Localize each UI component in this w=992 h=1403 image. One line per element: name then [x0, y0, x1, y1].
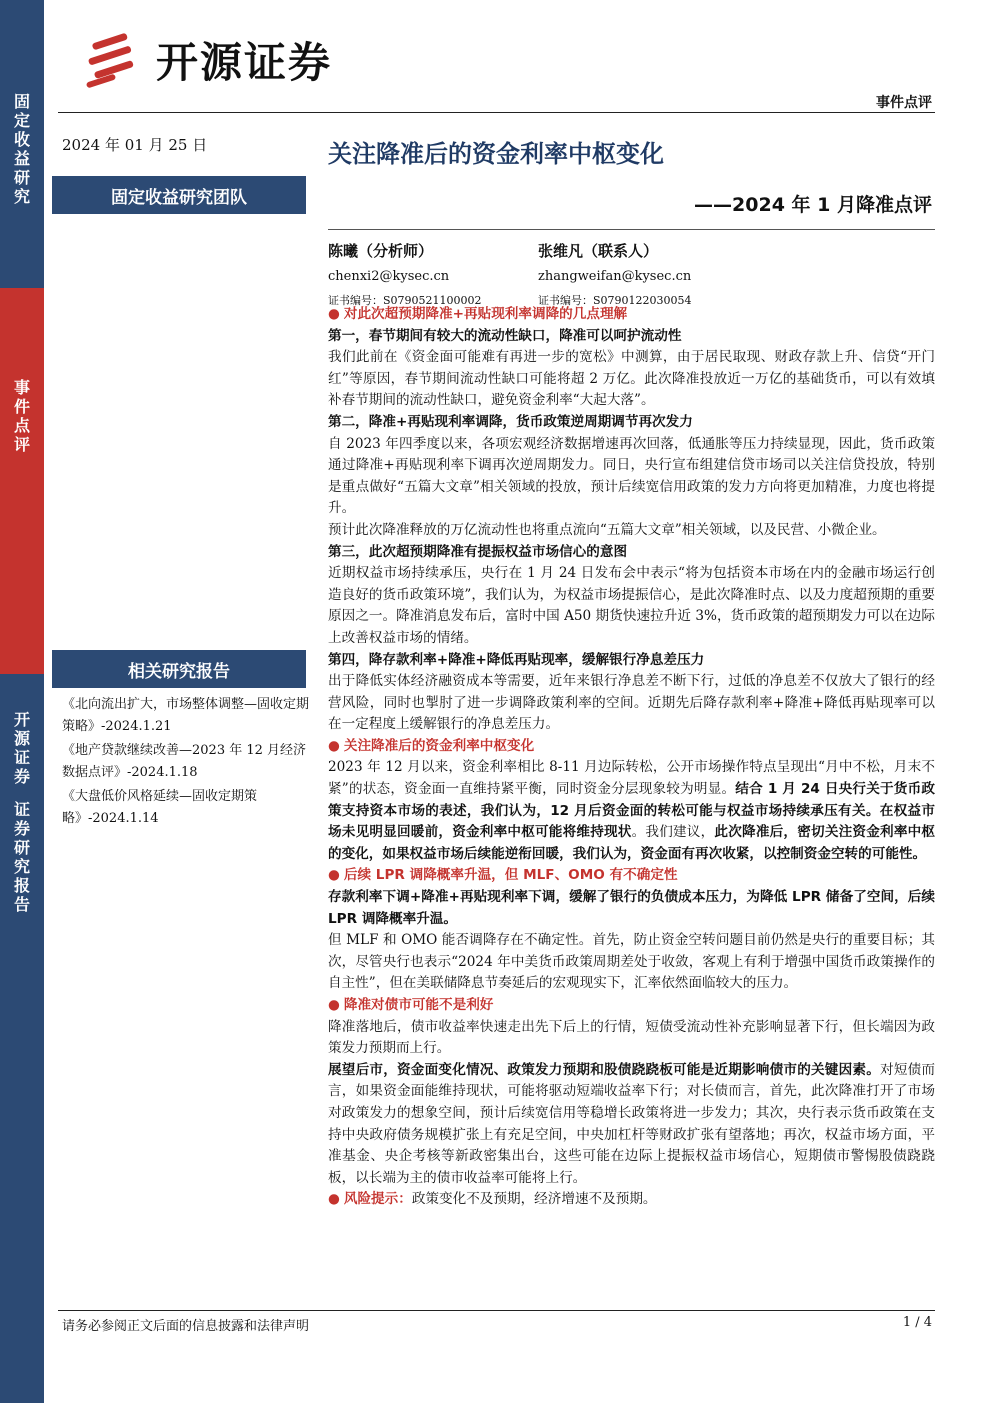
sidebar-char: 益 — [13, 149, 30, 168]
related-report-item[interactable]: 《大盘低价风格延续—固收定期策略》-2024.1.14 — [62, 789, 258, 826]
sidebar-char: 开 — [13, 710, 30, 729]
sidebar-char: 源 — [13, 729, 30, 748]
related-report-item[interactable]: 《地产贷款继续改善—2023 年 12 月经济数据点评》-2024.1.18 — [62, 743, 307, 780]
sidebar-char: 证 — [13, 748, 30, 767]
report-body — [328, 304, 935, 1211]
sidebar — [0, 0, 44, 1403]
sidebar-label-research-report — [0, 800, 44, 914]
paragraph: 自 2023 年四季度以来，各项宏观经济数据增速再次回落，低通胀等压力持续显现，因此，货币政策通过降准+再贴现利率下调再次逆周期发力。同日，央行宣布组建信贷市场司以关注信贷投放，特别是重点做好“五篇大文章”相关领域的投放，预计后续宽信用政策的发力方向将更加精准，力度也将提升。 — [328, 435, 935, 517]
subsection-title: 第四，降存款利率+降准+降低再贴现率，缓解银行净息差压力 — [328, 651, 705, 668]
sidebar-char: 定 — [13, 111, 30, 130]
paragraph: 2023 年 12 月以来，资金利率相比 8-11 月边际转松，公开市场操作特点呈现出“月中不松，月末不紧”的状态，资金面一直维持紧平衡，同时资金分层现象较为明显。结合 1 月 24 日央行关于货币政策支持资本市场的表述，我们认为，12 月后资金面的转松可能与权益市场持续承压有关。在权益市场未见明显回暖前，资金利率中枢可能将维持现状。我们建议，此次降准后，密切关注资金利率中枢的变化，如果权益市场后续能逆衔回暖，我们认为，资金面有再次收紧，以控制资金空转的可能性。 — [328, 759, 936, 862]
analyst-email[interactable]: chenxi2@kysec.cn — [328, 269, 450, 284]
paragraph: 展望后市，资金面变化情况、政策发力预期和股债跷跷板可能是近期影响债市的关键因素。对短债而言，如果资金面能维持现状，可能将驱动短端收益率下行；对长债而言，首先，此次降准打开了市场对政策发力的想象空间，预计后续宽信用等稳增长政策将进一步发力；其次，央行表示货币政策在支持中央政府债务规模扩张上有充足空间，中央加杠杆等财政扩张有望落地；再次，权益市场方面，平准基金、央企考核等新政密集出台，这些可能在边际上提振权益市场信心，短期债市警惕股债跷跷板，以长端为主的债市收益率可能将上行。 — [328, 1061, 936, 1186]
sidebar-highlight — [0, 288, 44, 674]
section-heading: ● 降准对债市可能不是利好 — [328, 997, 494, 1013]
report-type-tag: 事件点评 — [876, 95, 932, 111]
bullet-icon: ● — [328, 306, 340, 322]
analyst-cert: 证书编号：S0790521100002 — [328, 294, 482, 307]
bullet-icon: ● — [328, 867, 340, 884]
subsection-title: 第一，春节期间有较大的流动性缺口，降准可以呵护流动性 — [328, 327, 682, 344]
analyst-cert: 证书编号：S0790122030054 — [538, 294, 692, 307]
section-heading: ● 关注降准后的资金利率中枢变化 — [328, 737, 535, 754]
sidebar-char: 固 — [13, 92, 30, 111]
related-reports-list — [62, 694, 316, 832]
paragraph: 但 MLF 和 OMO 能否调降存在不确定性。首先，防止资金空转问题目前仍然是央行的重要目标；其次，尽管央行也表示“2024 年中美货币政策周期差处于收敛，客观上有利于增强中国货币政策操作的自主性”，但在美联储降息节奏延后的宏观现实下，汇率依然面临较大的压力。 — [328, 932, 935, 992]
subsection-title: 第二，降准+再贴现利率调降，货币政策逆周期调节再次发力 — [328, 413, 693, 430]
sidebar-char: 事 — [13, 378, 30, 397]
analyst-email[interactable]: zhangweifan@kysec.cn — [538, 269, 692, 284]
paragraph: 我们此前在《资金面可能难有再进一步的宽松》中测算，由于居民取现、财政存款上升、信贷“开门红”等原因，春节期间流动性缺口可能将超 2 万亿。此次降准投放近一万亿的基础货币，可以有效填补春节期间的流动性缺口，避免资金利率“大起大落”。 — [328, 349, 935, 409]
section-heading: ● 后续 LPR 调降概率升温，但 MLF、OMO 有不确定性 — [328, 867, 678, 884]
sidebar-char: 券 — [13, 767, 30, 786]
paragraph: 降准落地后，债市收益率快速走出先下后上的行情，短债受流动性补充影响显著下行，但长端因为政策发力预期而上行。 — [328, 1018, 935, 1057]
sidebar-label-fixed-income — [0, 92, 44, 206]
paragraph: 出于降低实体经济融资成本等需要，近年来银行净息差不断下行，过低的净息差不仅放大了银行的经营风险，同时也掣肘了进一步调降政策利率的空间。近期先后降存款利率+降准+降低再贴现率可以在一定程度上缓解银行的净息差压力。 — [328, 673, 935, 733]
sidebar-char: 报 — [13, 876, 30, 895]
brand-name: 开源证券 — [156, 38, 333, 87]
sidebar-char: 评 — [13, 435, 30, 454]
sidebar-label-event-review — [0, 378, 44, 454]
brand-logo-icon — [84, 32, 144, 88]
paragraph-bold: 存款利率下调+降准+再贴现利率下调，缓解了银行的负债成本压力，为降低 LPR 储备了空间，后续 LPR 调降概率升温。 — [328, 889, 935, 927]
sidebar-char: 收 — [13, 130, 30, 149]
analyst-name: 张维凡（联系人） — [538, 242, 659, 260]
risk-note: ● 风险提示：政策变化不及预期，经济增速不及预期。 — [328, 1191, 657, 1208]
report-date: 2024 年 01 月 25 日 — [62, 136, 208, 154]
bullet-icon: ● — [328, 1191, 340, 1208]
analyst-card — [328, 240, 482, 308]
page-number: 1 / 4 — [902, 1315, 932, 1330]
brand-logo — [84, 30, 332, 90]
related-report-item[interactable]: 《北向流出扩大，市场整体调整—固收定期策略》-2024.1.21 — [62, 697, 310, 734]
report-title: 关注降准后的资金利率中枢变化 — [328, 140, 664, 168]
sidebar-char: 究 — [13, 187, 30, 206]
sidebar-label-kaiyuan — [0, 710, 44, 786]
sidebar-char: 究 — [13, 857, 30, 876]
paragraph: 近期权益市场持续承压，央行在 1 月 24 日发布会中表示“将为包括资本市场在内的金融市场运行创造良好的货币政策环境”，我们认为，为权益市场提振信心，是此次降准时点、以及力度超预期的重要原因之一。降准消息发布后，富时中国 A50 期货快速拉升近 3%，货币政策的超预期发力可以在边际上改善权益市场的情绪。 — [328, 565, 935, 646]
section-heading: ● 对此次超预期降准+再贴现利率调降的几点理解 — [328, 306, 628, 322]
sidebar-char: 件 — [13, 397, 30, 416]
report-subtitle: ——2024 年 1 月降准点评 — [694, 194, 932, 216]
subtitle-divider — [328, 229, 935, 230]
top-divider — [58, 112, 935, 113]
related-reports-banner: 相关研究报告 — [52, 650, 306, 688]
bullet-icon: ● — [328, 737, 340, 754]
bullet-icon: ● — [328, 997, 340, 1013]
team-banner: 固定收益研究团队 — [52, 176, 306, 214]
footer-disclaimer: 请务必参阅正文后面的信息披露和法律声明 — [62, 1319, 310, 1334]
sidebar-char: 研 — [13, 168, 30, 187]
analyst-card — [538, 240, 692, 308]
sidebar-char: 点 — [13, 416, 30, 435]
footer-divider — [58, 1310, 935, 1311]
sidebar-char: 证 — [13, 800, 30, 819]
analyst-name: 陈曦（分析师） — [328, 242, 434, 260]
sidebar-char: 研 — [13, 838, 30, 857]
sidebar-char: 券 — [13, 819, 30, 838]
paragraph: 预计此次降准释放的万亿流动性也将重点流向“五篇大文章”相关领域，以及民营、小微企业。 — [328, 521, 886, 538]
subsection-title: 第三，此次超预期降准有提振权益市场信心的意图 — [328, 543, 628, 560]
sidebar-char: 告 — [13, 895, 30, 914]
